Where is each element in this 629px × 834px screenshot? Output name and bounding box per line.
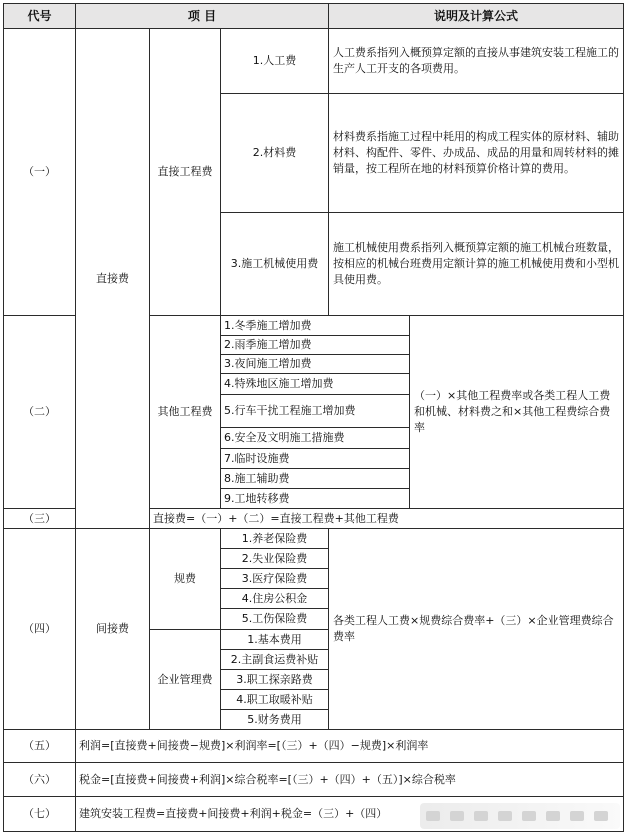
- row3-formula: 直接费=（一）+（二）=直接工程费+其他工程费: [149, 508, 624, 529]
- code-3: （三）: [3, 508, 76, 529]
- other-item-2: 2.雨季施工增加费: [220, 335, 410, 355]
- ent-item-2: 2.主副食运费补贴: [220, 649, 329, 670]
- direct-engineering-label: 直接工程费: [149, 28, 221, 316]
- indirect-cost-label: 间接费: [75, 528, 150, 730]
- other-item-4: 4.特殊地区施工增加费: [220, 373, 410, 395]
- other-item-9: 9.工地转移费: [220, 488, 410, 509]
- code-6: （六）: [3, 762, 76, 797]
- ent-item-1: 1.基本费用: [220, 629, 329, 650]
- code-7: （七）: [3, 796, 76, 832]
- reg-item-2: 2.失业保险费: [220, 548, 329, 569]
- other-item-6: 6.安全及文明施工措施费: [220, 427, 410, 449]
- other-engineering-desc: （一）×其他工程费率或各类工程人工费和机械、材料费之和×其他工程费综合费率: [409, 315, 624, 509]
- blurred-watermark: [420, 803, 620, 829]
- item-material: 2.材料费: [220, 93, 329, 213]
- row5-profit: 利润=[直接费+间接费−规费]×利润率=[（三）+（四）−规费]×利润率: [75, 729, 624, 763]
- ent-item-3: 3.职工探亲路费: [220, 669, 329, 690]
- enterprise-fee-label: 企业管理费: [149, 629, 221, 730]
- row6-tax: 税金=[直接费+间接费+利润]×综合税率=[（三）+（四）+（五）]×综合税率: [75, 762, 624, 797]
- item-machinery: 3.施工机械使用费: [220, 212, 329, 316]
- code-1: （一）: [3, 28, 76, 316]
- code-2: （二）: [3, 315, 76, 509]
- reg-item-4: 4.住房公积金: [220, 588, 329, 609]
- other-item-8: 8.施工辅助费: [220, 468, 410, 489]
- other-item-7: 7.临时设施费: [220, 448, 410, 469]
- other-item-5: 5.行车干扰工程施工增加费: [220, 394, 410, 428]
- other-engineering-label: 其他工程费: [149, 315, 221, 509]
- reg-item-3: 3.医疗保险费: [220, 568, 329, 589]
- reg-item-5: 5.工伤保险费: [220, 608, 329, 630]
- code-4: （四）: [3, 528, 76, 730]
- header-desc: 说明及计算公式: [328, 3, 624, 29]
- code-5: （五）: [3, 729, 76, 763]
- header-item: 项 目: [75, 3, 329, 29]
- indirect-desc: 各类工程人工费×规费综合费率+（三）×企业管理费综合费率: [328, 528, 624, 730]
- item-labor: 1.人工费: [220, 28, 329, 94]
- ent-item-4: 4.职工取暖补贴: [220, 689, 329, 710]
- other-item-3: 3.夜间施工增加费: [220, 354, 410, 374]
- desc-machinery: 施工机械使用费系指列入概预算定额的施工机械台班数量，按相应的机械台班费用定额计算的施工机械使用费和小型机具使用费。: [328, 212, 624, 316]
- row7-total: 建筑安装工程费=直接费+间接费+利润+税金=（三）+（四）: [75, 796, 624, 832]
- desc-material: 材料费系指施工过程中耗用的构成工程实体的原材料、辅助材料、构配件、零件、办成品、成品的用量和周转材料的摊销量，按工程所在地的材料预算价格计算的费用。: [328, 93, 624, 213]
- regulatory-fee-label: 规费: [149, 528, 221, 630]
- reg-item-1: 1.养老保险费: [220, 528, 329, 549]
- direct-cost-label: 直接费: [75, 28, 150, 529]
- other-item-1: 1.冬季施工增加费: [220, 315, 410, 336]
- header-code: 代号: [3, 3, 76, 29]
- ent-item-5: 5.财务费用: [220, 709, 329, 730]
- desc-labor: 人工费系指列入概预算定额的直接从事建筑安装工程施工的生产人工开支的各项费用。: [328, 28, 624, 94]
